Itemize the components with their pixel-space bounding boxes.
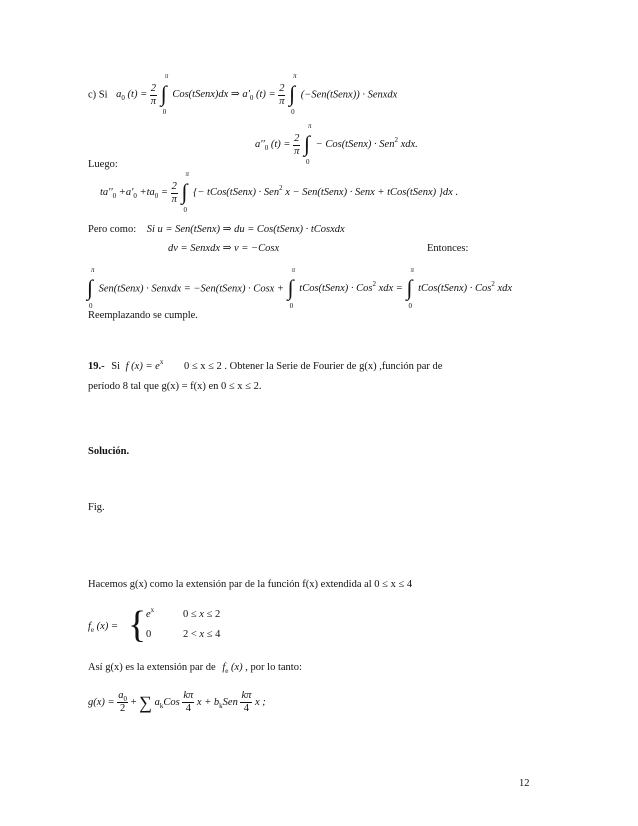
item-label-c: c) Si [88,89,108,101]
text-luego: Luego: [88,159,118,170]
problem-19-line2: período 8 tal que g(x) = f(x) en 0 ≤ x ≤ 2. [88,381,262,392]
eq-luego: $ta''_0 +a'_0 +ta_0$ = $\frac{2}{\pi}$ π ∫ 0 {− tCos(tSenx) · Sen$^2$ x − Sen(tSenx) · Senx + tCos(tSenx) }dx . [100,170,459,214]
problem-19: 19.- Si f $(x) = e^x$ 0 ≤ x ≤ 2 . Obtener la Serie de Fourier de g(x) ,función par de [88,358,443,372]
eq-fourier-series: g(x) = $\frac{a_0}{2}$ + ∑ $a_kCos$ $\frac{k\pi}{4}$ $x + b_kSen$ $\frac{k\pi}{4}$ x ; [88,690,266,714]
integral-symbol: π ∫ 0 [304,122,312,166]
integral-symbol: π ∫ 0 [160,72,169,116]
text-hacemos: Hacemos g(x) como la extensión par de la función f(x) extendida al 0 ≤ x ≤ 4 [88,579,413,590]
eq-dv: dv = Senxdx ⇒ v = −Cosx [168,243,280,254]
heading-solucion: Solución. [88,446,130,457]
integral-symbol: π ∫ 0 [181,170,190,214]
text-reemplazando: Reemplazando se cumple. [88,310,198,321]
text-asi: Así g(x) es la extensión par de $f_e$ (x) , por lo tanto: [88,662,302,675]
integral-symbol: π ∫ 0 [287,266,296,310]
eq-pero-como: Pero como: Si u = Sen(tSenx) ⇒ du = Cos(tSenx) · tCosxdx [88,224,345,235]
text-entonces: Entonces: [427,243,469,254]
eq-a0-line: c) Si $a_0$ (t) = $\frac{2}{\pi}$ π ∫ 0 Cos(tSenx)dx ⇒ $a'_0$ (t) = $\frac{2}{\pi}$ π ∫ 0 (−Sen(tSenx)) · Senxdx [88,72,398,116]
eq-a0-second-derivative: $a''_0$ (t) = $\frac{2}{\pi}$ π ∫ 0 − Cos(tSenx) · Sen$^2$ xdx. [255,122,418,166]
text-fig: Fig. [88,502,105,513]
page-number: 12 [519,778,530,789]
text-pero-como: Pero como: [88,224,137,235]
integral-symbol: π ∫ 0 [87,266,95,310]
integral-symbol: π ∫ 0 [289,72,297,116]
eq-integration-by-parts: π ∫ 0 Sen(tSenx) · Senxdx = −Sen(tSenx) · Cosx + π ∫ 0 tCos(tSenx) · Cos$^2$ xdx = π ∫ 0 tCos(tSenx) · Cos$^2$ xdx [87,266,513,310]
integral-symbol: π ∫ 0 [406,266,415,310]
problem-number: 19.- [88,361,105,372]
